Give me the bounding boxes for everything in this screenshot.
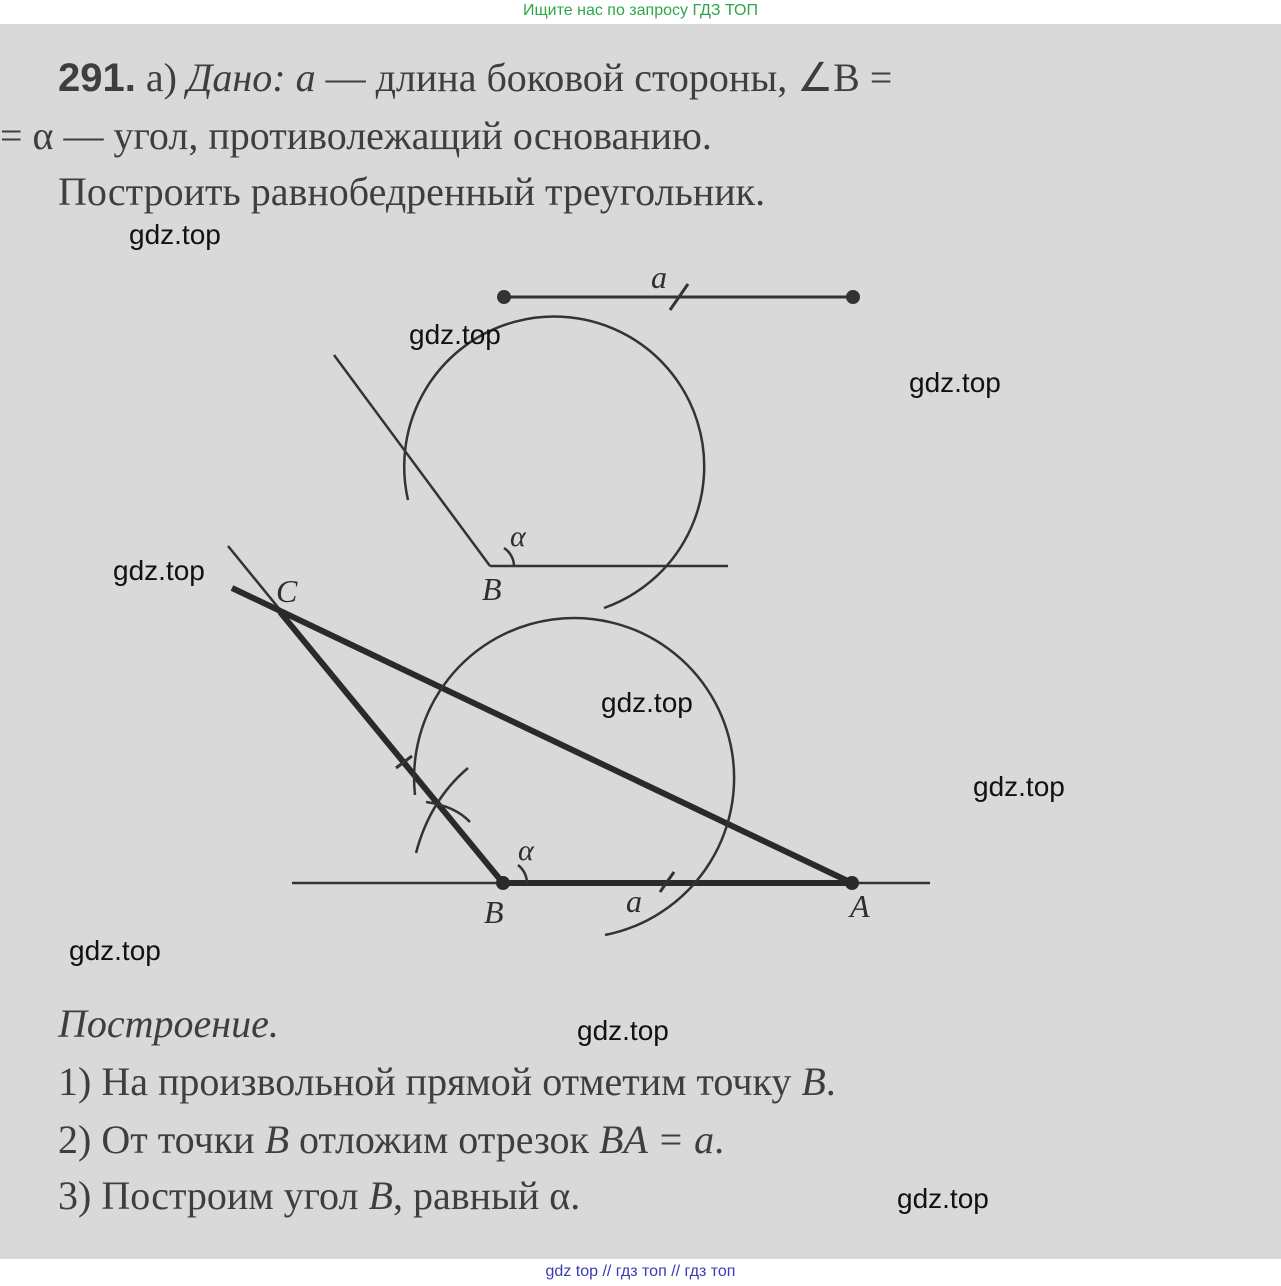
- angle-alpha-label: α: [518, 834, 534, 867]
- step-3-text: 3) Построим угол: [58, 1173, 359, 1218]
- step-3-mid: , равный α.: [392, 1173, 581, 1218]
- watermark: gdz.top: [409, 319, 501, 350]
- watermark: gdz.top: [129, 219, 221, 250]
- step-1-var: B: [801, 1059, 826, 1104]
- construction-step-3: [58, 1172, 580, 1219]
- watermark: gdz.top: [897, 1183, 989, 1214]
- constructed-triangle: [228, 546, 930, 935]
- given-label: Дано:: [186, 55, 286, 100]
- base-a-label: a: [626, 883, 642, 919]
- var-a: a: [295, 55, 316, 100]
- watermark: gdz.top: [973, 771, 1065, 802]
- point-b-label: B: [484, 894, 504, 930]
- step-1-text: 1) На произвольной прямой отметим точку: [58, 1059, 792, 1104]
- bottom-banner[interactable]: gdz top // гдз топ // гдз топ: [0, 1259, 1281, 1286]
- segment-a: [497, 259, 860, 310]
- step-2-expr: BA = a: [598, 1117, 715, 1162]
- step-1-end: .: [825, 1059, 836, 1104]
- step-2-mid: отложим отрезок: [299, 1117, 589, 1162]
- step-2-var: B: [264, 1117, 289, 1162]
- watermark: gdz.top: [909, 367, 1001, 398]
- problem-line-2: = α — угол, противолежащий основанию.: [0, 113, 712, 158]
- top-banner[interactable]: Ищите нас по запросу ГДЗ ТОП: [0, 0, 1281, 24]
- problem-number: 291.: [58, 56, 136, 100]
- problem-line-3: Построить равнобедренный треугольник.: [58, 169, 766, 214]
- watermark: gdz.top: [577, 1015, 669, 1046]
- problem-part: а): [145, 55, 177, 100]
- given-angle: [334, 317, 728, 608]
- given-angle-alpha-label: α: [510, 520, 526, 553]
- point-a-label: A: [850, 888, 870, 924]
- construction-step-2: [58, 1116, 724, 1163]
- point-c-label: C: [276, 573, 298, 609]
- construction-heading: Построение.: [58, 1001, 279, 1046]
- step-2-end: .: [714, 1117, 725, 1162]
- given-text: — длина боковой стороны, ∠B =: [325, 55, 893, 100]
- segment-a-label: a: [651, 259, 667, 295]
- watermark: gdz.top: [113, 555, 205, 586]
- step-3-var: B: [368, 1173, 393, 1218]
- watermark: gdz.top: [69, 935, 161, 966]
- given-angle-vertex-label: B: [482, 571, 502, 607]
- step-2-text: 2) От точки: [58, 1117, 255, 1162]
- watermark: gdz.top: [601, 687, 693, 718]
- construction-step-1: [58, 1058, 836, 1105]
